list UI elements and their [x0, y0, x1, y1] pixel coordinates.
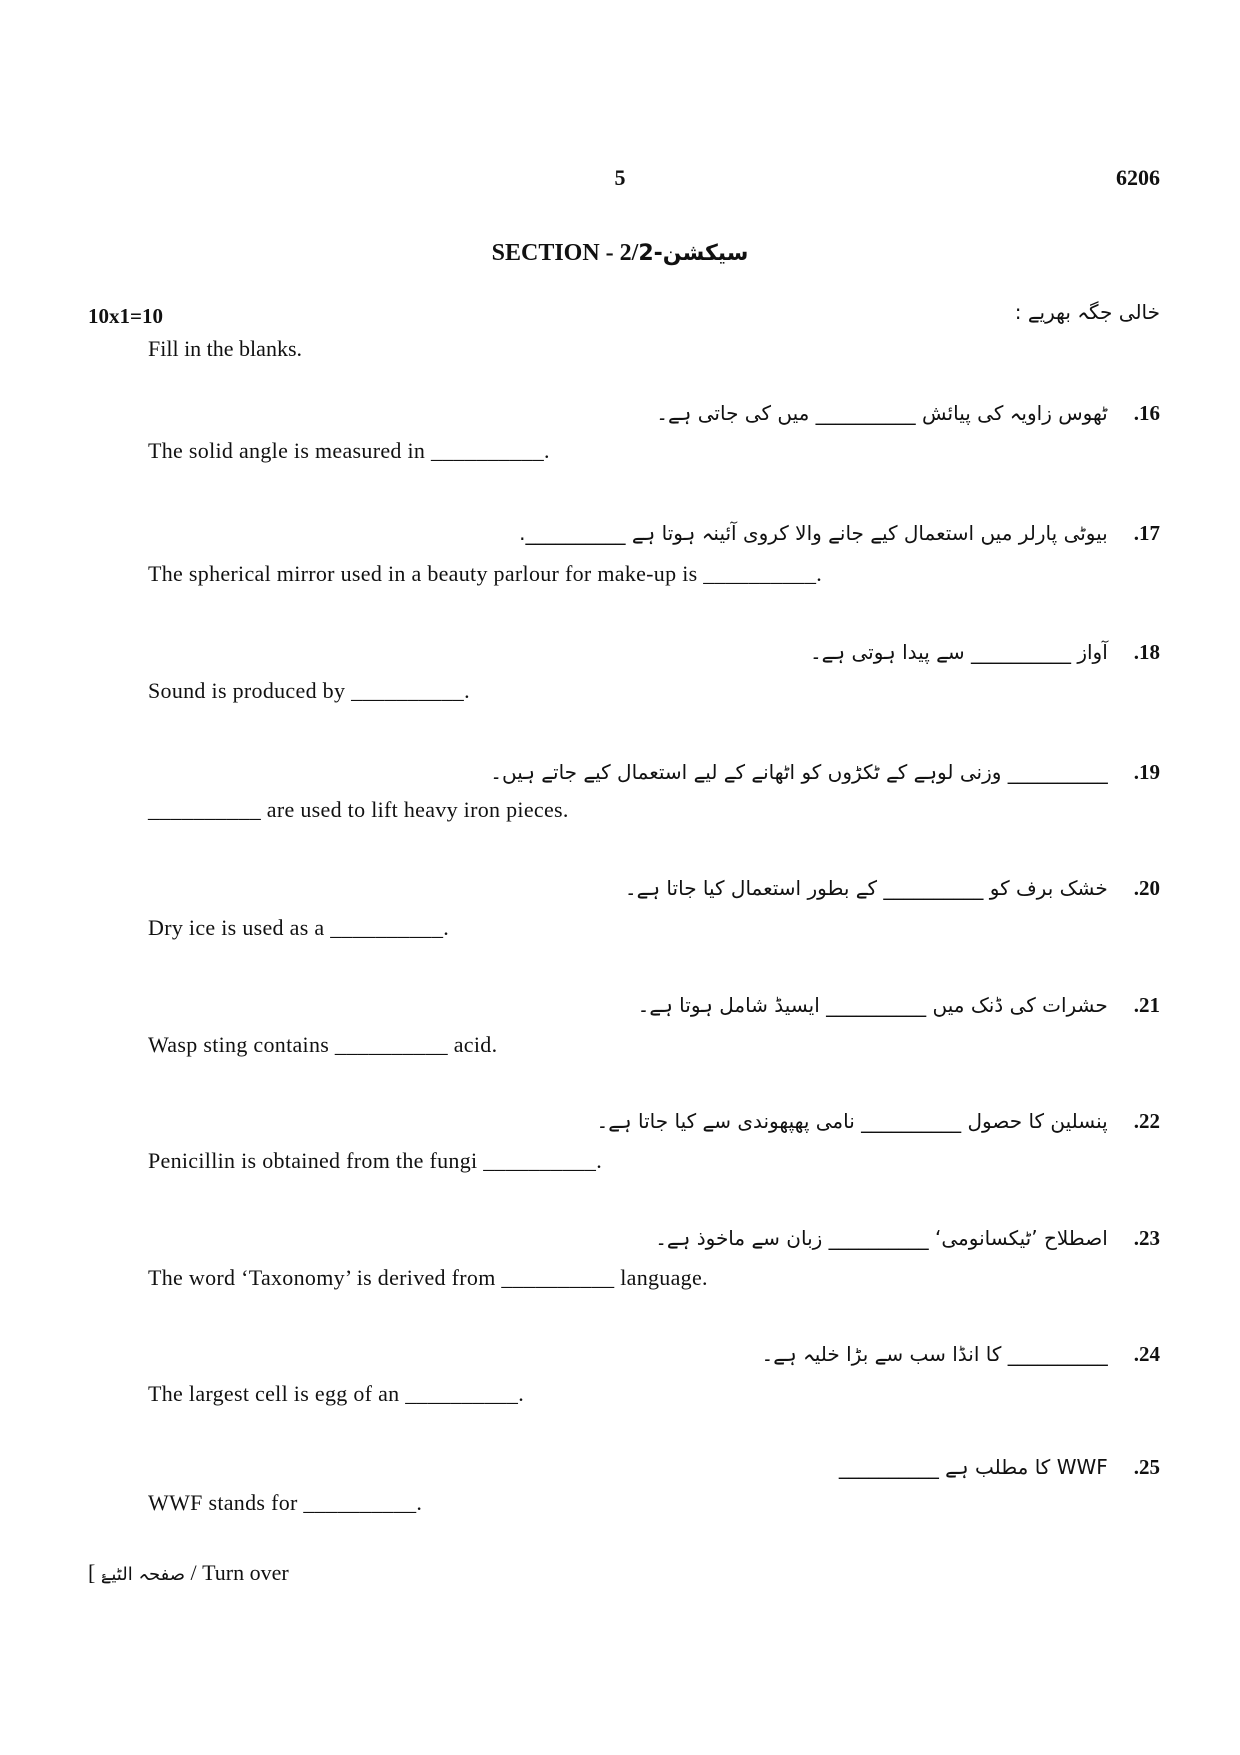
question-number: 24.	[1133, 1342, 1160, 1366]
question-urdu	[810, 640, 1160, 665]
question-urdu	[625, 876, 1160, 901]
page-number: 5	[614, 165, 626, 190]
question-english: The solid angle is measured in __________.	[148, 438, 550, 463]
question-urdu-text: خشک برف کو __________ کے بطور استعمال کیا جاتا ہے۔	[624, 876, 1108, 900]
question-english: Wasp sting contains __________ acid.	[148, 1032, 498, 1057]
question-english: The word ‘Taxonomy’ is derived from __________ language.	[148, 1265, 708, 1290]
question-urdu-text: پنسلین کا حصول __________ نامی پھپھوندی سے کیا جاتا ہے۔	[596, 1109, 1108, 1133]
question-number: 23.	[1133, 1226, 1160, 1250]
question-english: The largest cell is egg of an __________.	[148, 1381, 525, 1406]
question-urdu-text: __________ وزنی لوہے کے ٹکڑوں کو اٹھانے کے لیے استعمال کیے جاتے ہیں۔	[490, 760, 1108, 784]
question-number: 20.	[1133, 876, 1160, 900]
question-english: The spherical mirror used in a beauty parlour for make-up is __________.	[148, 561, 823, 586]
section-title-urdu: 2-سیکشن	[638, 241, 749, 266]
question-number: 17.	[1133, 521, 1160, 545]
question-number: 21.	[1133, 993, 1160, 1017]
instruction-urdu: خالی جگہ بھریے :	[1014, 300, 1160, 324]
question-english: Sound is produced by __________.	[148, 678, 470, 703]
turn-over-urdu: صفحہ الٹیۓ	[100, 1564, 186, 1585]
question-urdu	[519, 521, 1160, 546]
question-urdu-text: ٹھوس زاویہ کی پیائش __________ میں کی جاتی ہے۔	[656, 401, 1108, 425]
question-number: 16.	[1133, 401, 1160, 425]
question-urdu	[839, 1455, 1160, 1480]
question-urdu-text: WWF کا مطلب ہے __________	[838, 1455, 1108, 1479]
turn-over-note	[88, 1560, 289, 1586]
question-urdu	[596, 1109, 1160, 1134]
question-urdu	[490, 760, 1160, 785]
question-number: 22.	[1133, 1109, 1160, 1133]
question-urdu-text: اصطلاح ’ٹیکسانومی‘ __________ زبان سے ماخوذ ہے۔	[655, 1226, 1108, 1250]
instruction-english: Fill in the blanks.	[148, 336, 302, 361]
question-urdu-text: حشرات کی ڈنک میں __________ ایسیڈ شامل ہوتا ہے۔	[637, 993, 1108, 1017]
question-english: WWF stands for __________.	[148, 1490, 423, 1515]
question-urdu-text: بیوٹی پارلر میں استعمال کیے جانے والا کروی آئینہ ہوتا ہے __________.	[519, 521, 1108, 545]
section-title-en: SECTION - 2/	[491, 240, 639, 266]
question-english: Dry ice is used as a __________.	[148, 915, 450, 940]
turn-over-english: / Turn over	[190, 1560, 289, 1585]
question-number: 18.	[1133, 640, 1160, 664]
question-urdu	[655, 1226, 1160, 1251]
question-urdu	[638, 993, 1160, 1018]
question-number: 19.	[1133, 760, 1160, 784]
question-english: __________ are used to lift heavy iron pieces.	[148, 797, 569, 822]
question-english: Penicillin is obtained from the fungi __________.	[148, 1148, 603, 1173]
bracket-open: [	[88, 1560, 96, 1585]
question-urdu-text: __________ کا انڈا سب سے بڑا خلیہ ہے۔	[761, 1342, 1108, 1366]
question-urdu	[762, 1342, 1160, 1367]
paper-code: 6206	[1116, 165, 1160, 190]
question-urdu	[656, 401, 1160, 426]
question-number: 25.	[1133, 1455, 1160, 1479]
marks-allocation: 10x1=10	[88, 304, 163, 328]
question-urdu-text: آواز __________ سے پیدا ہوتی ہے۔	[809, 640, 1108, 664]
section-heading	[0, 240, 1240, 267]
